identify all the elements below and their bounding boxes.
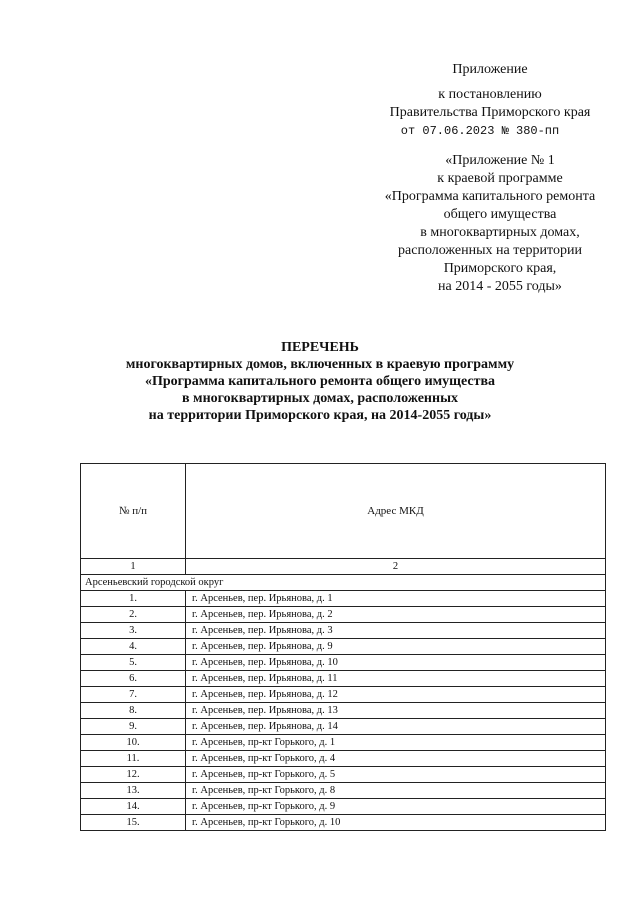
appendix-line-7: Приморского края, xyxy=(443,261,557,276)
table-row xyxy=(81,623,606,639)
appendix-line-3: «Программа капитального ремонта xyxy=(384,189,596,204)
row-address: г. Арсеньев, пер. Ирьянова, д. 9 xyxy=(186,639,606,655)
table-row xyxy=(81,799,606,815)
row-number: 9. xyxy=(81,719,186,735)
appendix-line-2: к краевой программе xyxy=(437,171,563,186)
column-header-address: Адрес МКД xyxy=(186,464,606,559)
group-label: Арсеньевский городской округ xyxy=(81,575,606,591)
header-appendix-label: Приложение xyxy=(452,62,528,77)
row-address: г. Арсеньев, пр-кт Горького, д. 10 xyxy=(186,815,606,831)
row-address: г. Арсеньев, пр-кт Горького, д. 5 xyxy=(186,767,606,783)
row-number: 10. xyxy=(81,735,186,751)
title-heading: ПЕРЕЧЕНЬ xyxy=(281,340,359,355)
header-government-label: Правительства Приморского края xyxy=(389,105,591,120)
row-number: 11. xyxy=(81,751,186,767)
table-row xyxy=(81,655,606,671)
row-address: г. Арсеньев, пр-кт Горького, д. 8 xyxy=(186,783,606,799)
row-number: 8. xyxy=(81,703,186,719)
table-row xyxy=(81,607,606,623)
row-number: 4. xyxy=(81,639,186,655)
row-address: г. Арсеньев, пер. Ирьянова, д. 10 xyxy=(186,655,606,671)
title-line-2: «Программа капитального ремонта общего имущества xyxy=(144,374,496,389)
row-address: г. Арсеньев, пер. Ирьянова, д. 12 xyxy=(186,687,606,703)
table-row xyxy=(81,591,606,607)
row-address: г. Арсеньев, пр-кт Горького, д. 1 xyxy=(186,735,606,751)
appendix-line-4: общего имущества xyxy=(443,207,557,222)
row-number: 3. xyxy=(81,623,186,639)
group-row xyxy=(81,575,606,591)
row-number: 6. xyxy=(81,671,186,687)
row-number: 15. xyxy=(81,815,186,831)
title-line-4: на территории Приморского края, на 2014-2055 годы» xyxy=(148,408,492,423)
table-header-row xyxy=(81,464,606,559)
row-address: г. Арсеньев, пр-кт Горького, д. 4 xyxy=(186,751,606,767)
column-number-1: 1 xyxy=(81,559,186,575)
table-row xyxy=(81,671,606,687)
row-address: г. Арсеньев, пер. Ирьянова, д. 11 xyxy=(186,671,606,687)
column-number-2: 2 xyxy=(186,559,606,575)
table-row xyxy=(81,703,606,719)
buildings-table xyxy=(80,463,606,831)
row-number: 1. xyxy=(81,591,186,607)
column-header-number: № п/п xyxy=(81,464,186,559)
row-number: 5. xyxy=(81,655,186,671)
row-address: г. Арсеньев, пер. Ирьянова, д. 1 xyxy=(186,591,606,607)
row-address: г. Арсеньев, пер. Ирьянова, д. 13 xyxy=(186,703,606,719)
appendix-line-5: в многоквартирных домах, xyxy=(420,225,580,240)
document-title xyxy=(100,339,540,424)
table-row xyxy=(81,751,606,767)
title-line-1: многоквартирных домов, включенных в краевую программу xyxy=(125,357,515,372)
appendix-line-8: на 2014 - 2055 годы» xyxy=(438,279,562,294)
row-number: 12. xyxy=(81,767,186,783)
row-number: 7. xyxy=(81,687,186,703)
table-row xyxy=(81,767,606,783)
column-number-row xyxy=(81,559,606,575)
table-row xyxy=(81,735,606,751)
row-number: 13. xyxy=(81,783,186,799)
row-address: г. Арсеньев, пер. Ирьянова, д. 14 xyxy=(186,719,606,735)
row-address: г. Арсеньев, пер. Ирьянова, д. 2 xyxy=(186,607,606,623)
title-line-3: в многоквартирных домах, расположенных xyxy=(181,391,458,406)
row-address: г. Арсеньев, пр-кт Горького, д. 9 xyxy=(186,799,606,815)
table-row xyxy=(81,815,606,831)
header-date-number: от 07.06.2023 № 380-пп xyxy=(400,124,560,138)
header-resolution-label: к постановлению xyxy=(438,87,542,102)
table-row xyxy=(81,639,606,655)
table-row xyxy=(81,719,606,735)
appendix-line-6: расположенных на территории xyxy=(398,243,582,258)
row-address: г. Арсеньев, пер. Ирьянова, д. 3 xyxy=(186,623,606,639)
table-row xyxy=(81,687,606,703)
row-number: 2. xyxy=(81,607,186,623)
row-number: 14. xyxy=(81,799,186,815)
table-row xyxy=(81,783,606,799)
appendix-line-1: «Приложение № 1 xyxy=(445,153,555,168)
